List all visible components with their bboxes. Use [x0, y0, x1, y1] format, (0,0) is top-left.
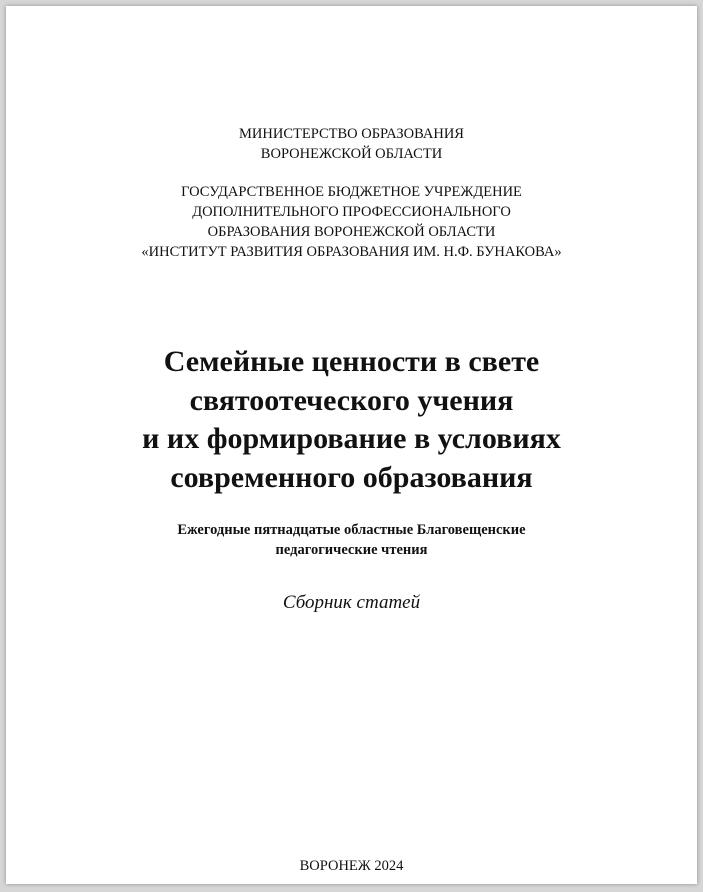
ministry-header	[6, 124, 697, 164]
collection-label-text: Сборник статей	[282, 592, 421, 613]
institution-line: ОБРАЗОВАНИЯ ВОРОНЕЖСКОЙ ОБЛАСТИ	[207, 224, 496, 240]
footer-text: ВОРОНЕЖ 2024	[299, 858, 404, 874]
subtitle-line: педагогические чтения	[275, 542, 428, 558]
collection-label	[6, 591, 697, 615]
document-subtitle	[6, 520, 697, 560]
title-line: Семейные ценности в свете	[163, 345, 540, 378]
title-line: современного образования	[170, 460, 533, 494]
publication-place-year	[6, 856, 697, 876]
institution-line: «ИНСТИТУТ РАЗВИТИЯ ОБРАЗОВАНИЯ ИМ. Н.Ф. БУНАКОВА»	[141, 244, 562, 260]
title-line: святоотеческого учения	[189, 383, 514, 417]
document-title	[6, 343, 697, 497]
title-line: и их формирование в условиях	[142, 422, 561, 455]
institution-line: ГОСУДАРСТВЕННОЕ БЮДЖЕТНОЕ УЧРЕЖДЕНИЕ	[181, 184, 522, 200]
document-page	[6, 6, 697, 884]
ministry-line: МИНИСТЕРСТВО ОБРАЗОВАНИЯ	[239, 126, 464, 142]
subtitle-line: Ежегодные пятнадцатые областные Благовещенские	[177, 522, 526, 538]
institution-line: ДОПОЛНИТЕЛЬНОГО ПРОФЕССИОНАЛЬНОГО	[192, 204, 511, 220]
institution-header	[6, 182, 697, 262]
ministry-line: ВОРОНЕЖСКОЙ ОБЛАСТИ	[260, 146, 443, 162]
